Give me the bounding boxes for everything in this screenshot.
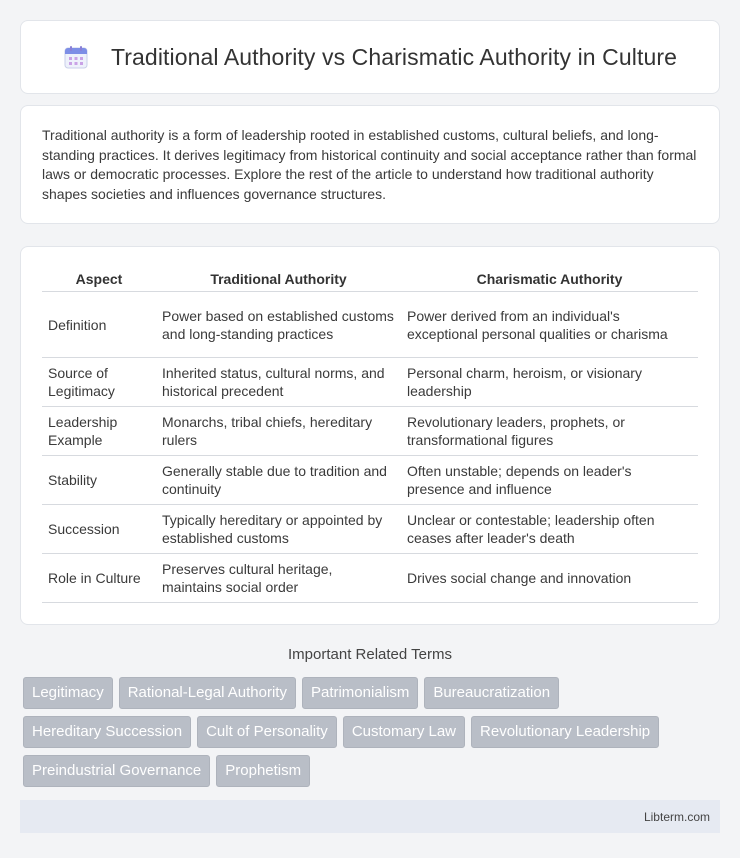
- table-cell-charismatic: Drives social change and innovation: [401, 554, 698, 603]
- table-cell-aspect: Definition: [42, 292, 156, 358]
- table-cell-aspect: Stability: [42, 456, 156, 505]
- related-term-tag[interactable]: Hereditary Succession: [23, 716, 191, 748]
- related-term-tag[interactable]: Legitimacy: [23, 677, 113, 709]
- related-term-tag[interactable]: Preindustrial Governance: [23, 755, 210, 787]
- table-row: [42, 292, 698, 358]
- intro-card: [20, 105, 720, 224]
- comparison-table: [42, 267, 698, 603]
- related-term-tag[interactable]: Prophetism: [216, 755, 310, 787]
- intro-text: Traditional authority is a form of leadership rooted in established customs, cultural beliefs, and long-standing practices. It derives legitimacy from historical continuity and social acceptance rather than formal laws or democratic processes. Explore the rest of the article to understand how traditional authority shapes societies and influences governance structures.: [42, 127, 697, 202]
- table-header-cell: Traditional Authority: [156, 267, 401, 292]
- table-row: [42, 505, 698, 554]
- table-cell-traditional: Inherited status, cultural norms, and historical precedent: [156, 358, 401, 407]
- table-cell-charismatic: Revolutionary leaders, prophets, or transformational figures: [401, 407, 698, 456]
- footer: [20, 800, 720, 833]
- footer-brand[interactable]: Libterm.com: [643, 809, 710, 824]
- related-term-tag[interactable]: Customary Law: [343, 716, 465, 748]
- table-cell-charismatic: Power derived from an individual's exceptional personal qualities or charisma: [401, 292, 698, 358]
- table-cell-traditional: Monarchs, tribal chiefs, hereditary rulers: [156, 407, 401, 456]
- related-terms-title: Important Related Terms: [288, 646, 452, 663]
- title-card: [20, 20, 720, 94]
- table-cell-charismatic: Unclear or contestable; leadership often ceases after leader's death: [401, 505, 698, 554]
- related-term-tag[interactable]: Patrimonialism: [302, 677, 418, 709]
- table-cell-traditional: Preserves cultural heritage, maintains social order: [156, 554, 401, 603]
- table-row: [42, 358, 698, 407]
- table-header-cell: Aspect: [42, 267, 156, 292]
- table-row: [42, 456, 698, 505]
- table-cell-traditional: Typically hereditary or appointed by established customs: [156, 505, 401, 554]
- related-term-tag[interactable]: Bureaucratization: [424, 677, 559, 709]
- related-term-tag[interactable]: Cult of Personality: [197, 716, 337, 748]
- table-header-cell: Charismatic Authority: [401, 267, 698, 292]
- page-title: Traditional Authority vs Charismatic Authority in Culture: [110, 43, 678, 70]
- table-header-row: [42, 267, 698, 292]
- table-cell-charismatic: Personal charm, heroism, or visionary leadership: [401, 358, 698, 407]
- table-cell-aspect: Succession: [42, 505, 156, 554]
- table-cell-aspect: Source of Legitimacy: [42, 358, 156, 407]
- table-row: [42, 554, 698, 603]
- related-terms-list: [20, 663, 720, 787]
- comparison-table-card: [20, 246, 720, 625]
- calendar-icon: [63, 44, 89, 70]
- table-cell-charismatic: Often unstable; depends on leader's presence and influence: [401, 456, 698, 505]
- table-cell-aspect: Role in Culture: [42, 554, 156, 603]
- table-cell-aspect: Leadership Example: [42, 407, 156, 456]
- table-cell-traditional: Power based on established customs and long-standing practices: [156, 292, 401, 358]
- related-term-tag[interactable]: Revolutionary Leadership: [471, 716, 659, 748]
- table-row: [42, 407, 698, 456]
- table-cell-traditional: Generally stable due to tradition and continuity: [156, 456, 401, 505]
- related-term-tag[interactable]: Rational-Legal Authority: [119, 677, 296, 709]
